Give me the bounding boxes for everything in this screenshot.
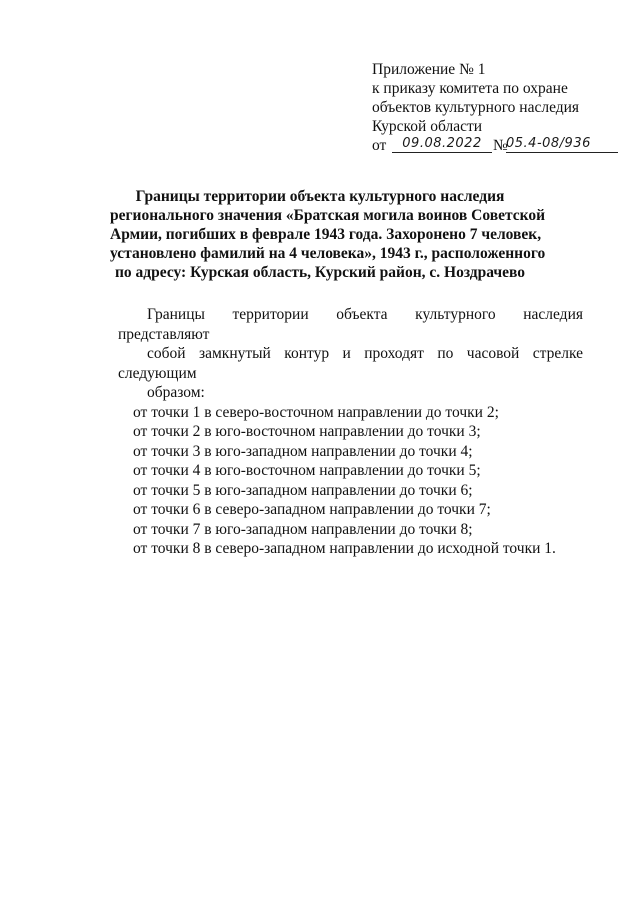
order-number-handwritten: 05.4-08/936 [506, 136, 591, 151]
title-line: Границы территории объекта культурного наследия [135, 188, 505, 205]
list-item: от точки 5 в юго-западном направлении до точки 6; [133, 481, 473, 499]
appendix-header [372, 60, 634, 158]
intro-line: собой замкнутый контур и проходят по часовой стрелке следующим [118, 345, 583, 382]
appendix-region: Курской области [372, 118, 483, 135]
list-item: от точки 2 в юго-восточном направлении до точки 3; [133, 423, 481, 440]
list-item: от точки 6 в северо-западном направлении до точки 7; [133, 501, 491, 518]
title-line: регионального значения «Братская могила воинов Советской [110, 207, 546, 224]
document-body [118, 305, 583, 559]
list-item: от точки 4 в юго-восточном направлении до точки 5; [133, 462, 481, 479]
order-date-number-line [372, 136, 634, 158]
list-item: от точки 3 в юго-западном направлении до точки 4; [133, 442, 473, 460]
intro-line: образом: [147, 384, 205, 401]
appendix-number: Приложение № 1 [372, 61, 486, 78]
number-label: № [493, 137, 508, 154]
title-line: установлено фамилий на 4 человека», 1943 г., расположенного [110, 245, 546, 262]
list-item: от точки 8 в северо-западном направлении до исходной точки 1. [133, 540, 556, 557]
boundary-points-list [118, 403, 583, 559]
intro-paragraph [118, 305, 583, 403]
appendix-committee-name: объектов культурного наследия [372, 99, 580, 116]
title-line: по адресу: Курская область, Курский район, с. Ноздрачево [114, 264, 526, 281]
from-label: от [372, 137, 387, 154]
appendix-order-reference: к приказу комитета по охране [372, 80, 568, 97]
intro-line: Границы территории объекта культурного наследия представляют [118, 306, 583, 343]
list-item: от точки 7 в юго-западном направлении до точки 8; [133, 520, 473, 538]
title-line: Армии, погибших в феврале 1943 года. Захоронено 7 человек, [110, 226, 542, 243]
order-date-handwritten: 09.08.2022 [402, 136, 482, 151]
document-title [110, 187, 546, 282]
list-item: от точки 1 в северо-восточном направлении до точки 2; [133, 403, 499, 421]
